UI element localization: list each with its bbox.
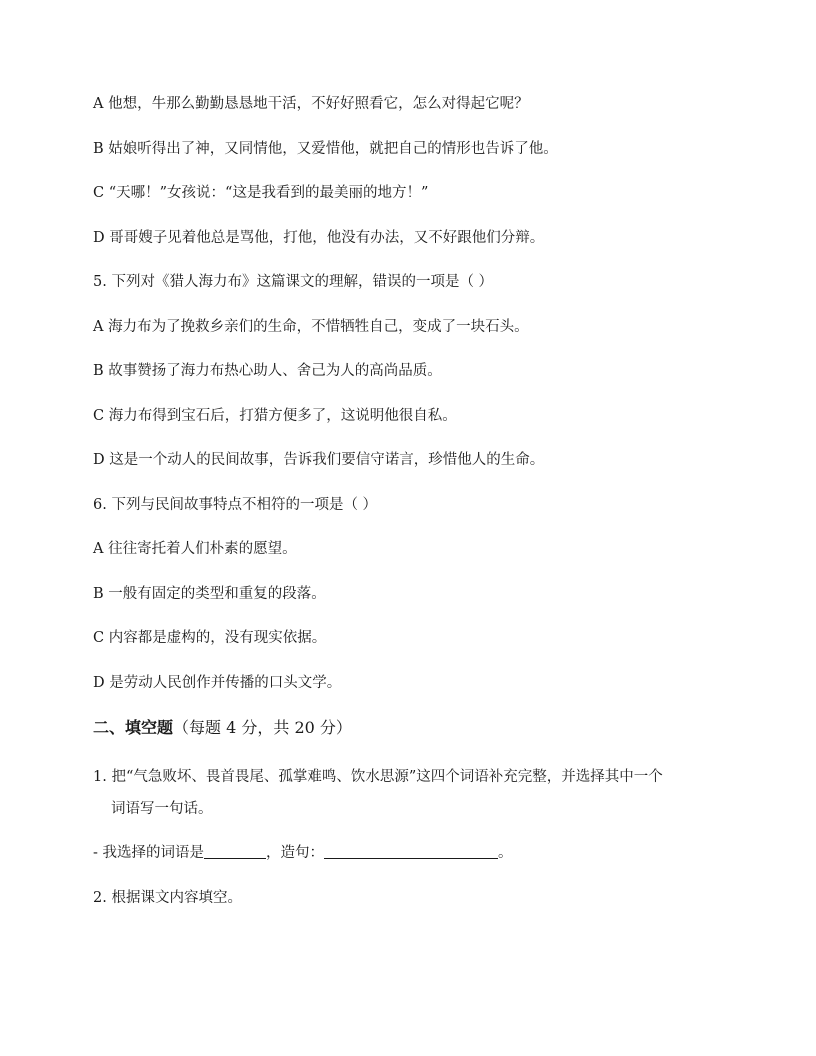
q6-prompt: 6. 下列与民间故事特点不相符的一项是（ ） — [93, 497, 378, 513]
q4-option-b: B 姑娘听得出了神，又同情他，又爱惜他，就把自己的情形也告诉了他。 — [93, 141, 558, 157]
q6-option-b: B 一般有固定的类型和重复的段落。 — [93, 586, 326, 602]
q5-option-d: D 这是一个动人的民间故事，告诉我们要信守诺言，珍惜他人的生命。 — [93, 452, 545, 468]
chosen-word-blank[interactable] — [204, 844, 266, 859]
answer-suffix: 。 — [498, 845, 513, 861]
fill-q2-prompt: 2. 根据课文内容填空。 — [93, 890, 242, 906]
q4-option-c: C “天哪！”女孩说：“这是我看到的最美丽的地方！” — [93, 185, 429, 201]
q5-option-c: C 海力布得到宝石后，打猎方便多了，这说明他很自私。 — [93, 408, 457, 424]
section-2-note: （每题 4 分，共 20 分） — [173, 718, 352, 737]
q6-option-d: D 是劳动人民创作并传播的口头文学。 — [93, 675, 342, 691]
q5-option-b: B 故事赞扬了海力布热心助人、舍己为人的高尚品质。 — [93, 363, 442, 379]
q5-option-a: A 海力布为了挽救乡亲们的生命，不惜牺牲自己，变成了一块石头。 — [93, 319, 529, 335]
q6-option-a: A 往往寄托着人们朴素的愿望。 — [93, 541, 297, 557]
q5-prompt: 5. 下列对《猎人海力布》这篇课文的理解，错误的一项是（ ） — [93, 274, 494, 290]
answer-prefix: - 我选择的词语是 — [93, 845, 205, 861]
fill-q1-answer-line — [93, 843, 513, 863]
q4-option-d: D 哥哥嫂子见着他总是骂他，打他，他没有办法，又不好跟他们分辩。 — [93, 230, 545, 246]
section-2-heading — [93, 717, 352, 739]
fill-q1-line2: 词语写一句话。 — [111, 801, 213, 817]
answer-middle: ，造句： — [266, 845, 325, 861]
fill-q1-line1: 1. 把“气急败坏、畏首畏尾、孤掌难鸣、饮水思源”这四个词语补充完整，并选择其中一个 — [93, 769, 663, 785]
section-2-title: 二、填空题 — [93, 718, 174, 737]
q6-option-c: C 内容都是虚构的，没有现实依据。 — [93, 630, 327, 646]
q4-option-a: A 他想，牛那么勤勤恳恳地干活，不好好照看它，怎么对得起它呢？ — [93, 96, 529, 112]
sentence-blank[interactable] — [324, 844, 498, 859]
